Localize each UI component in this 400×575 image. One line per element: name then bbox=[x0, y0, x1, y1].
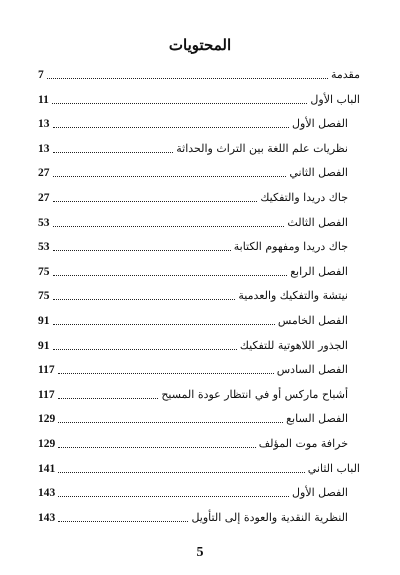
toc-entry bbox=[38, 310, 348, 328]
toc-leader-dots bbox=[53, 151, 174, 153]
toc-page-number: 141 bbox=[38, 462, 56, 475]
toc-leader-dots bbox=[58, 495, 289, 497]
toc-entry-label: خرافة موت المؤلف bbox=[258, 437, 348, 450]
toc-entry bbox=[38, 138, 348, 156]
toc-leader-dots bbox=[58, 446, 256, 448]
toc-page-number: 7 bbox=[38, 69, 44, 81]
toc-page-number: 129 bbox=[38, 413, 56, 426]
toc-entry-label: الباب الأول bbox=[310, 92, 360, 106]
toc-entry bbox=[38, 384, 348, 402]
toc-page-number: 27 bbox=[38, 192, 50, 204]
toc-entry-label: مقدمة bbox=[330, 68, 360, 81]
toc-entry bbox=[38, 482, 348, 500]
toc-page-number: 75 bbox=[38, 265, 50, 278]
toc-entry bbox=[38, 187, 348, 205]
toc-leader-dots bbox=[58, 471, 305, 473]
toc-leader-dots bbox=[58, 397, 159, 399]
toc-leader-dots bbox=[58, 520, 188, 522]
toc-page-number: 143 bbox=[38, 511, 56, 524]
toc-entry bbox=[38, 89, 360, 107]
toc-leader-dots bbox=[53, 274, 288, 276]
toc-leader-dots bbox=[58, 372, 274, 374]
toc-page-number: 13 bbox=[38, 142, 50, 155]
toc-entry-label: الفصل الثاني bbox=[289, 166, 348, 180]
toc-entry bbox=[38, 458, 360, 476]
toc-entry-label: النظرية النقدية والعودة إلى التأويل bbox=[191, 510, 348, 524]
toc-entry-label: الفصل الأول bbox=[292, 117, 348, 131]
toc-leader-dots bbox=[53, 200, 258, 202]
toc-entry bbox=[38, 113, 348, 131]
toc-entry bbox=[38, 433, 348, 451]
toc-entry-label: نيتشة والتفكيك والعدمية bbox=[238, 289, 348, 303]
toc-leader-dots bbox=[53, 126, 290, 128]
toc-entry-label: الباب الثاني bbox=[307, 461, 360, 475]
toc-leader-dots bbox=[53, 323, 275, 325]
toc-entry-label: الفصل الأول bbox=[292, 486, 348, 500]
toc-entry bbox=[38, 64, 360, 82]
toc-entry-label: الفصل الرابع bbox=[290, 264, 348, 278]
toc-leader-dots bbox=[58, 421, 283, 423]
toc-leader-dots bbox=[53, 298, 236, 300]
toc-leader-dots bbox=[53, 348, 237, 350]
toc-entry-label: نظريات علم اللغة بين التراث والحداثة bbox=[176, 141, 348, 155]
toc-entry bbox=[38, 335, 348, 353]
toc-page-number: 117 bbox=[38, 388, 55, 401]
toc-leader-dots bbox=[52, 102, 308, 104]
toc-entry bbox=[38, 162, 348, 180]
toc-entry bbox=[38, 408, 348, 426]
toc-page-number: 75 bbox=[38, 290, 50, 303]
toc-page-number: 91 bbox=[38, 315, 50, 327]
toc-entry bbox=[38, 507, 348, 525]
toc-entry-label: الفصل السادس bbox=[276, 363, 348, 377]
toc-page-number: 117 bbox=[38, 364, 55, 377]
toc-entry-label: الفصل الثالث bbox=[287, 215, 348, 229]
toc-page-number: 91 bbox=[38, 339, 50, 352]
toc-leader-dots bbox=[47, 77, 328, 79]
toc-page-number: 13 bbox=[38, 118, 50, 131]
toc-entry-label: الفصل السابع bbox=[286, 412, 348, 426]
toc-page-number: 53 bbox=[38, 216, 50, 229]
toc-leader-dots bbox=[53, 225, 285, 227]
toc-entry-label: جاك دريدا ومفهوم الكتابة bbox=[233, 240, 348, 254]
toc-page-number: 53 bbox=[38, 241, 50, 254]
toc-entry bbox=[38, 212, 348, 230]
toc-entry-label: الفصل الخامس bbox=[277, 314, 348, 327]
toc-leader-dots bbox=[53, 175, 287, 177]
page-number: 5 bbox=[196, 545, 204, 560]
toc-leader-dots bbox=[53, 249, 231, 251]
toc-page-number: 11 bbox=[38, 93, 49, 106]
toc-entry-label: جاك دريدا والتفكيك bbox=[260, 191, 348, 204]
toc-entry-label: الجذور اللاهوتية للتفكيك bbox=[239, 338, 348, 352]
toc-entry bbox=[38, 236, 348, 254]
toc-entry bbox=[38, 359, 348, 377]
toc-entry bbox=[38, 285, 348, 303]
toc-page-number: 143 bbox=[38, 487, 56, 500]
toc-entry bbox=[38, 261, 348, 279]
toc-entry-label: أشباح ماركس أو في انتظار عودة المسيح bbox=[161, 387, 348, 401]
page-title: المحتويات bbox=[168, 36, 232, 54]
toc-page-number: 129 bbox=[38, 438, 56, 450]
toc-page-number: 27 bbox=[38, 167, 50, 180]
